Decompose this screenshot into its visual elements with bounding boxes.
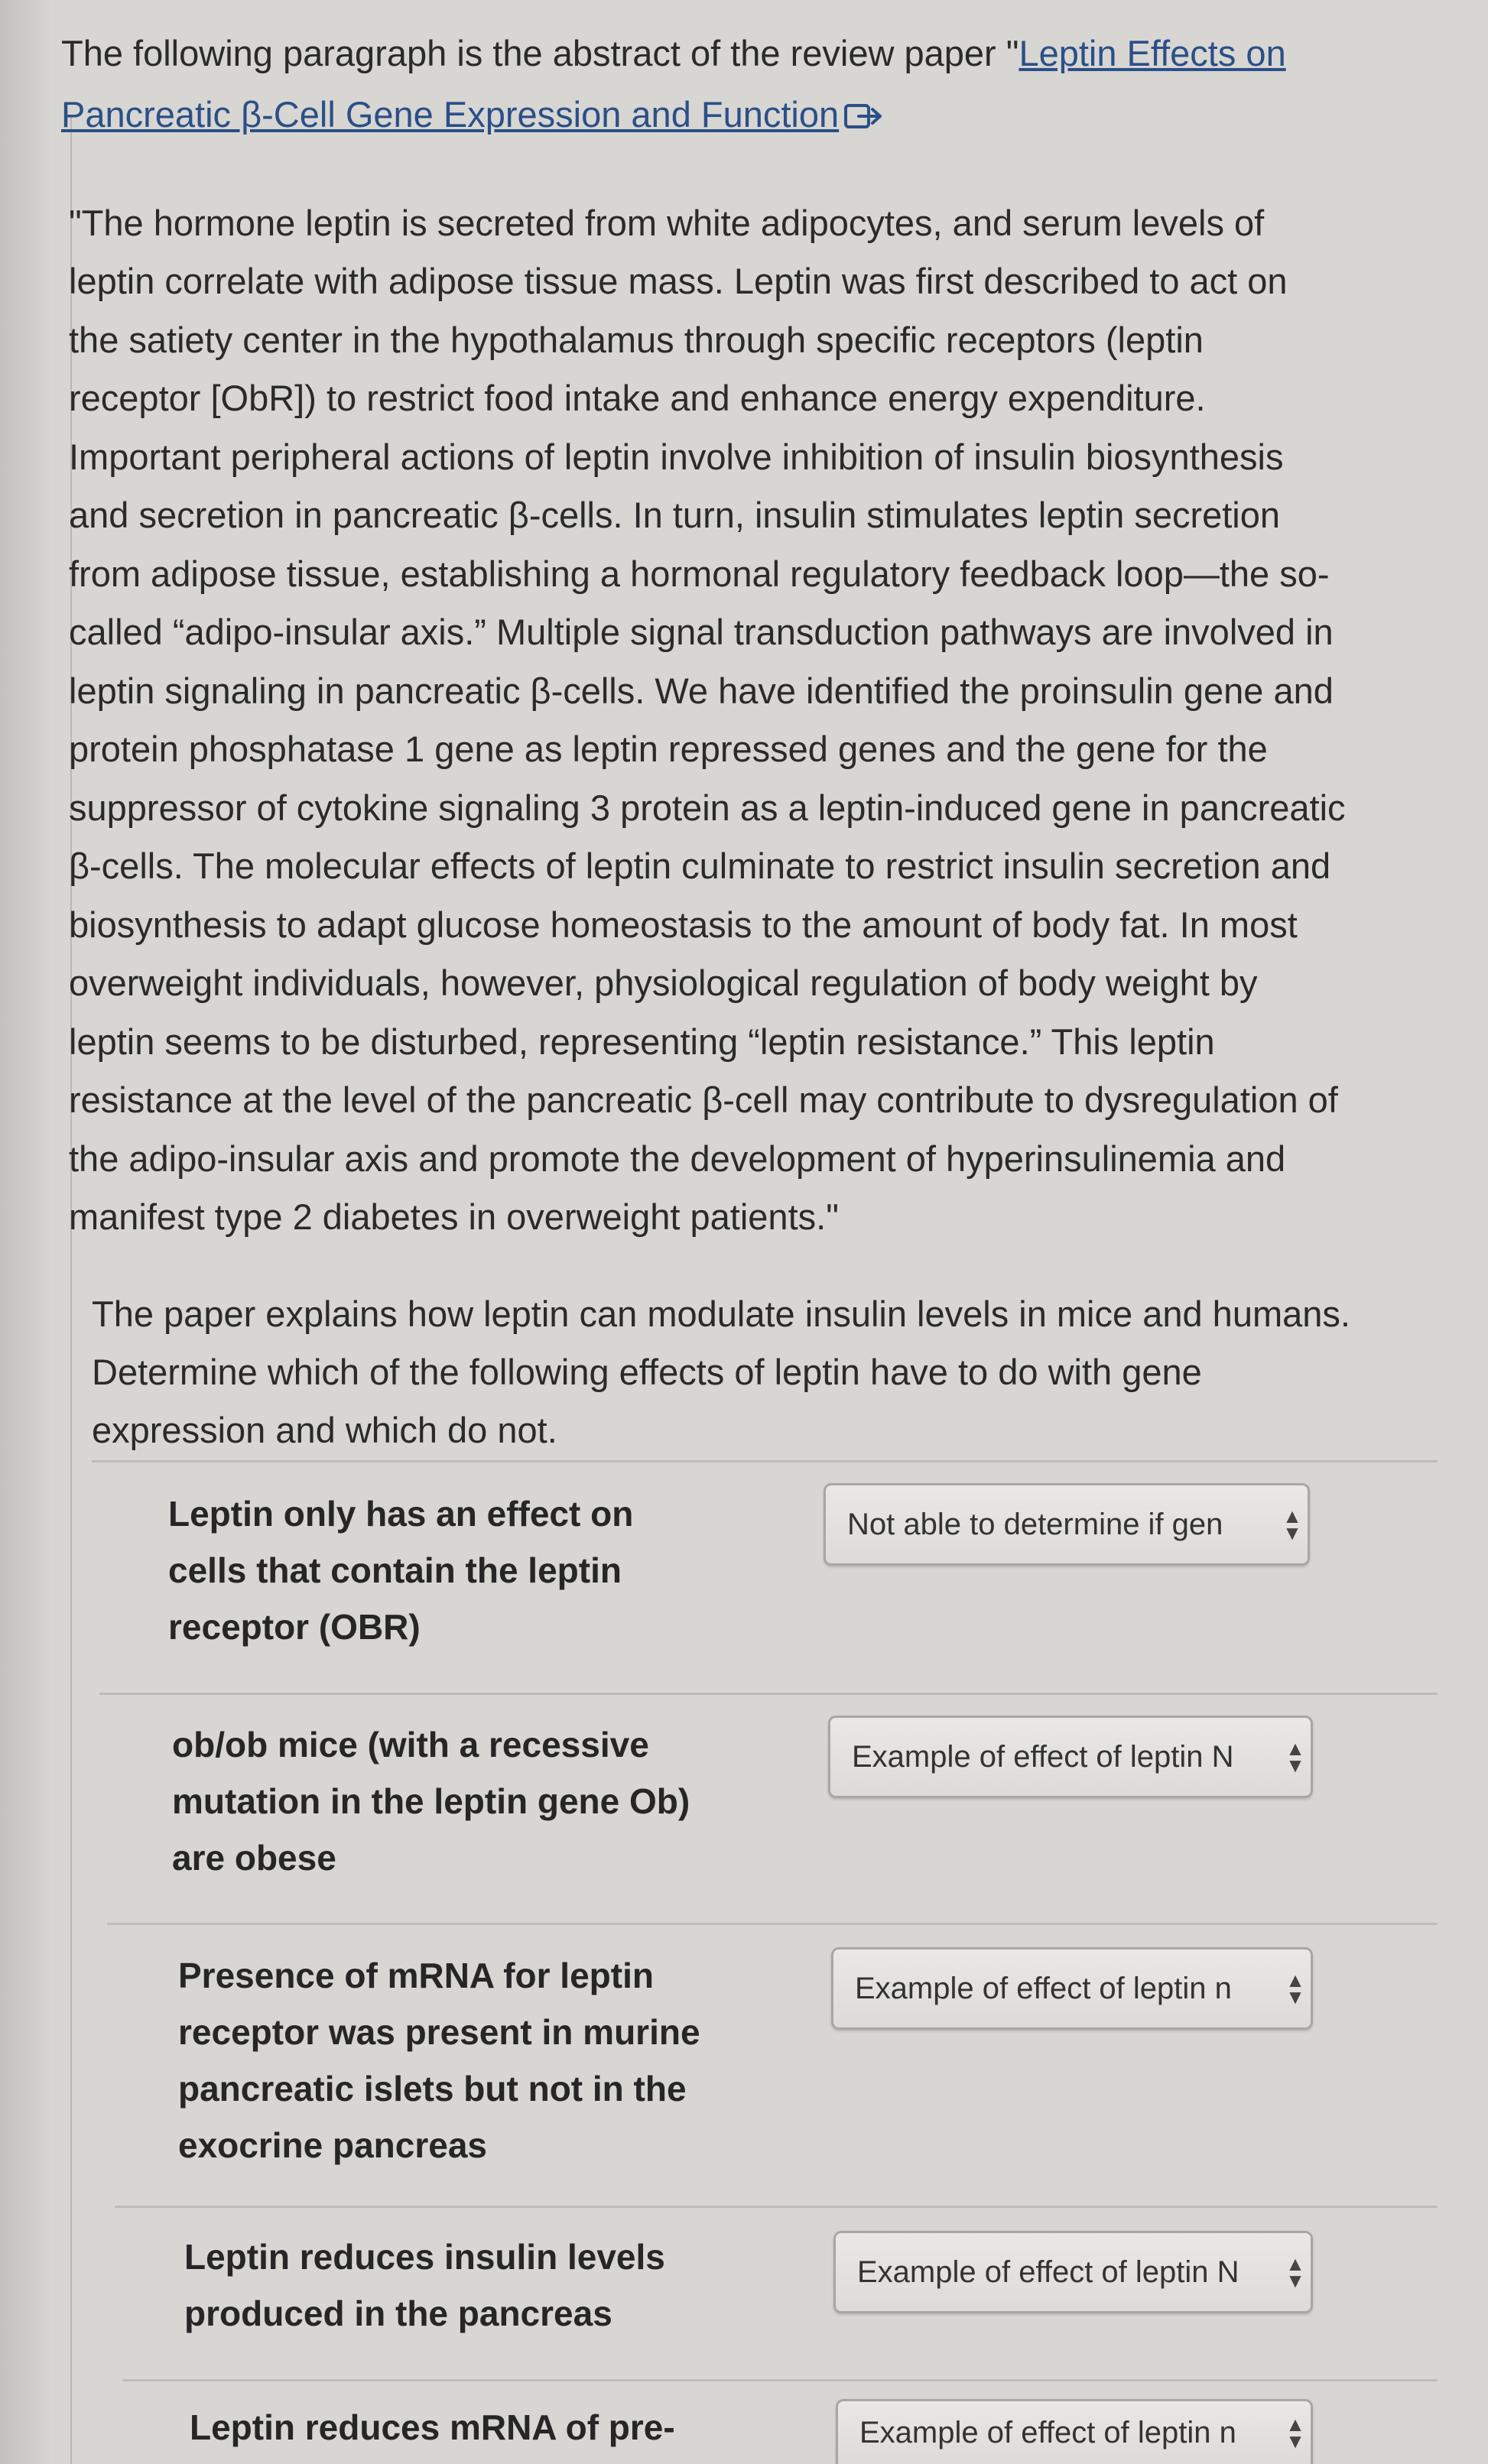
abstract-line: called “adipo-insular axis.” Multiple signal transduction pathways are involved in [69,612,1334,653]
question-content [61,23,1438,1459]
question-line: expression and which do not. [92,1409,557,1450]
row-statement: Leptin reduces insulin levels produced in the pancreas [184,2237,665,2333]
abstract-line: suppressor of cytokine signaling 3 protein as a leptin-induced gene in pancreatic [69,787,1346,828]
row-divider [99,1693,1438,1695]
abstract-line: leptin seems to be disturbed, representing “leptin resistance.” This leptin [69,1021,1215,1062]
external-link-icon[interactable] [843,87,885,148]
intro-lead: The following paragraph is the abstract of the review paper " [61,33,1019,73]
abstract-line: manifest type 2 diabetes in overweight patients." [69,1196,839,1238]
row-statement: Presence of mRNA for leptin receptor was present in murine pancreatic islets but not in the exocrine pancreas [178,1956,700,2165]
abstract-line: biosynthesis to adapt glucose homeostasis to the amount of body fat. In most [69,904,1298,945]
abstract-line: receptor [ObR]) to restrict food intake and enhance energy expenditure. [69,378,1206,419]
answer-select[interactable] [836,2399,1313,2464]
question-prompt [92,1285,1438,1459]
question-line: Determine which of the following effects of leptin have to do with gene [92,1351,1202,1392]
answer-select[interactable] [831,1947,1313,2030]
paper-link-line1[interactable]: Leptin Effects on [1019,33,1286,73]
answer-select[interactable] [833,2231,1313,2313]
selected-value: Example of effect of leptin n [859,2415,1236,2449]
abstract-line: "The hormone leptin is secreted from white adipocytes, and serum levels of [69,202,1265,243]
left-margin-strip [0,0,49,2464]
abstract-line: resistance at the level of the pancreatic β-cell may contribute to dysregulation of [69,1079,1338,1121]
row-statement: Leptin only has an effect on cells that contain the leptin receptor (OBR) [168,1494,634,1647]
abstract-line: β-cells. The molecular effects of leptin culminate to restrict insulin secretion and [69,846,1331,887]
row-statement: Leptin reduces mRNA of pre- [190,2407,675,2447]
abstract-line: overweight individuals, however, physiological regulation of body weight by [69,963,1258,1004]
answer-select[interactable] [824,1483,1310,1566]
intro-paragraph [61,23,1438,148]
abstract-line: from adipose tissue, establishing a hormonal regulatory feedback loop—the so- [69,553,1330,594]
abstract-text [69,194,1438,1247]
row-divider [107,1923,1438,1925]
select-arrows-icon: ▲ ▼ [1285,1737,1305,1777]
selected-value: Not able to determine if gen [847,1507,1223,1541]
question-line: The paper explains how leptin can modulate insulin levels in mice and humans. [92,1293,1350,1334]
row-divider [92,1460,1438,1462]
row-statement: ob/ob mice (with a recessive mutation in the leptin gene Ob) are obese [172,1725,690,1878]
abstract-line: the satiety center in the hypothalamus through specific receptors (leptin [69,319,1204,360]
paper-link-line2[interactable]: Pancreatic β-Cell Gene Expression and Function [61,94,840,135]
abstract-line: protein phosphatase 1 gene as leptin repressed genes and the gene for the [69,729,1268,770]
selected-value: Example of effect of leptin N [857,2255,1239,2289]
selected-value: Example of effect of leptin N [852,1739,1234,1774]
row-divider [122,2379,1438,2381]
answer-select[interactable] [828,1716,1313,1798]
abstract-line: the adipo-insular axis and promote the development of hyperinsulinemia and [69,1138,1286,1179]
select-arrows-icon: ▲ ▼ [1285,2413,1305,2453]
abstract-line: leptin signaling in pancreatic β-cells. We have identified the proinsulin gene and [69,670,1334,711]
selected-value: Example of effect of leptin n [855,1971,1232,2005]
abstract-line: Important peripheral actions of leptin involve inhibition of insulin biosynthesis [69,436,1284,477]
abstract-line: and secretion in pancreatic β-cells. In turn, insulin stimulates leptin secretion [69,495,1281,536]
select-arrows-icon: ▲ ▼ [1282,1505,1302,1544]
select-arrows-icon: ▲ ▼ [1285,1969,1305,2008]
select-arrows-icon: ▲ ▼ [1285,2252,1305,2292]
row-divider [115,2206,1438,2208]
abstract-line: leptin correlate with adipose tissue mass. Leptin was first described to act on [69,261,1288,302]
